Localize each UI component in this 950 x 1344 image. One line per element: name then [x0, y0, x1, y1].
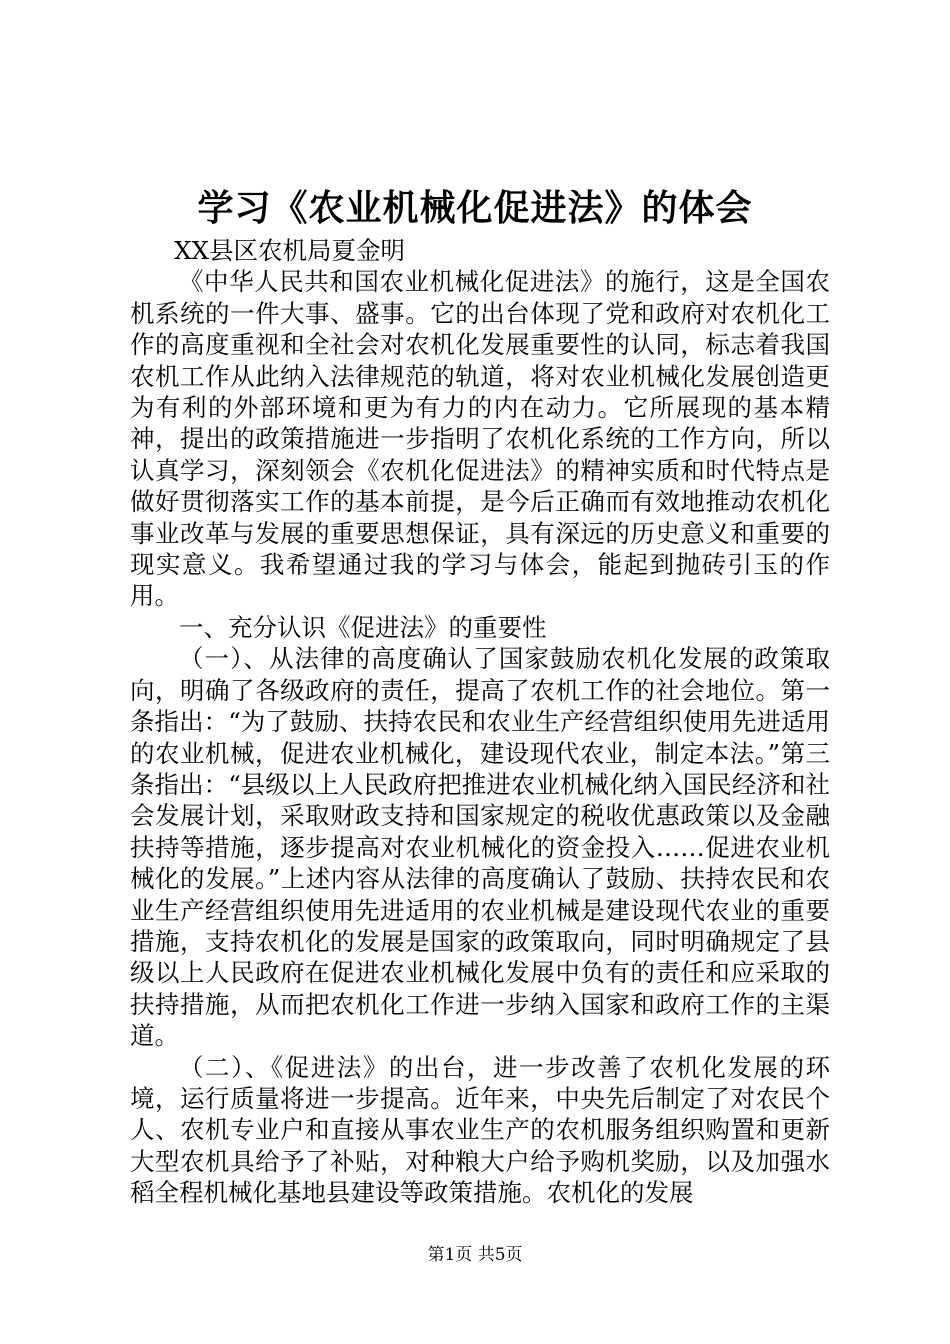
paragraph-point-2: （二）、《促进法》的出台，进一步改善了农机化发展的环境，运行质量将进一步提高。近年来，中央先后制定了对农民个人、农机专业户和直接从事农业生产的农机服务组织购置和更新大型农机具给予了补贴，对种粮大户给予购机奖励，以及加强水稻全程机械化基地县建设等政策措施。农机化的发展	[130, 1052, 830, 1208]
paragraph-point-1: （一）、从法律的高度确认了国家鼓励农机化发展的政策取向，明确了各级政府的责任，提高了农机工作的社会地位。第一条指出：“为了鼓励、扶持农民和农业生产经营组织使用先进适用的农业机械，促进农业机械化，建设现代农业，制定本法。”第三条指出：“县级以上人民政府把推进农业机械化纳入国民经济和社会发展计划，采取财政支持和国家规定的税收优惠政策以及金融扶持等措施，逐步提高对农业机械化的资金投入……促进农业机械化的发展。”上述内容从法律的高度确认了鼓励、扶持农民和农业生产经营组织使用先进适用的农业机械是建设现代农业的重要措施，支持农机化的发展是国家的政策取向，同时明确规定了县级以上人民政府在促进农业机械化发展中负有的责任和应采取的扶持措施，从而把农机化工作进一步纳入国家和政府工作的主渠道。	[130, 644, 830, 1051]
section-heading: 一、充分认识《促进法》的重要性	[179, 612, 547, 642]
document-body	[130, 235, 830, 1209]
author-line: XX县区农机局夏金明	[174, 236, 405, 265]
page-footer: 第1页 共5页	[427, 1245, 523, 1265]
document-title: 学习《农业机械化促进法》的体会	[197, 188, 753, 229]
paragraph-intro: 《中华人民共和国农业机械化促进法》的施行，这是全国农机系统的一件大事、盛事。它的出台体现了党和政府对农机化工作的高度重视和全社会对农机化发展重要性的认同，标志着我国农机工作从此纳入法律规范的轨道，将对农业机械化发展创造更为有利的外部环境和更为有力的内在动力。它所展现的基本精神，提出的政策措施进一步指明了农机化系统的工作方向，所以认真学习，深刻领会《农机化促进法》的精神实质和时代特点是做好贯彻落实工作的基本前提，是今后正确而有效地推动农机化事业改革与发展的重要思想保证，具有深远的历史意义和重要的现实意义。我希望通过我的学习与体会，能起到抛砖引玉的作用。	[130, 267, 830, 611]
